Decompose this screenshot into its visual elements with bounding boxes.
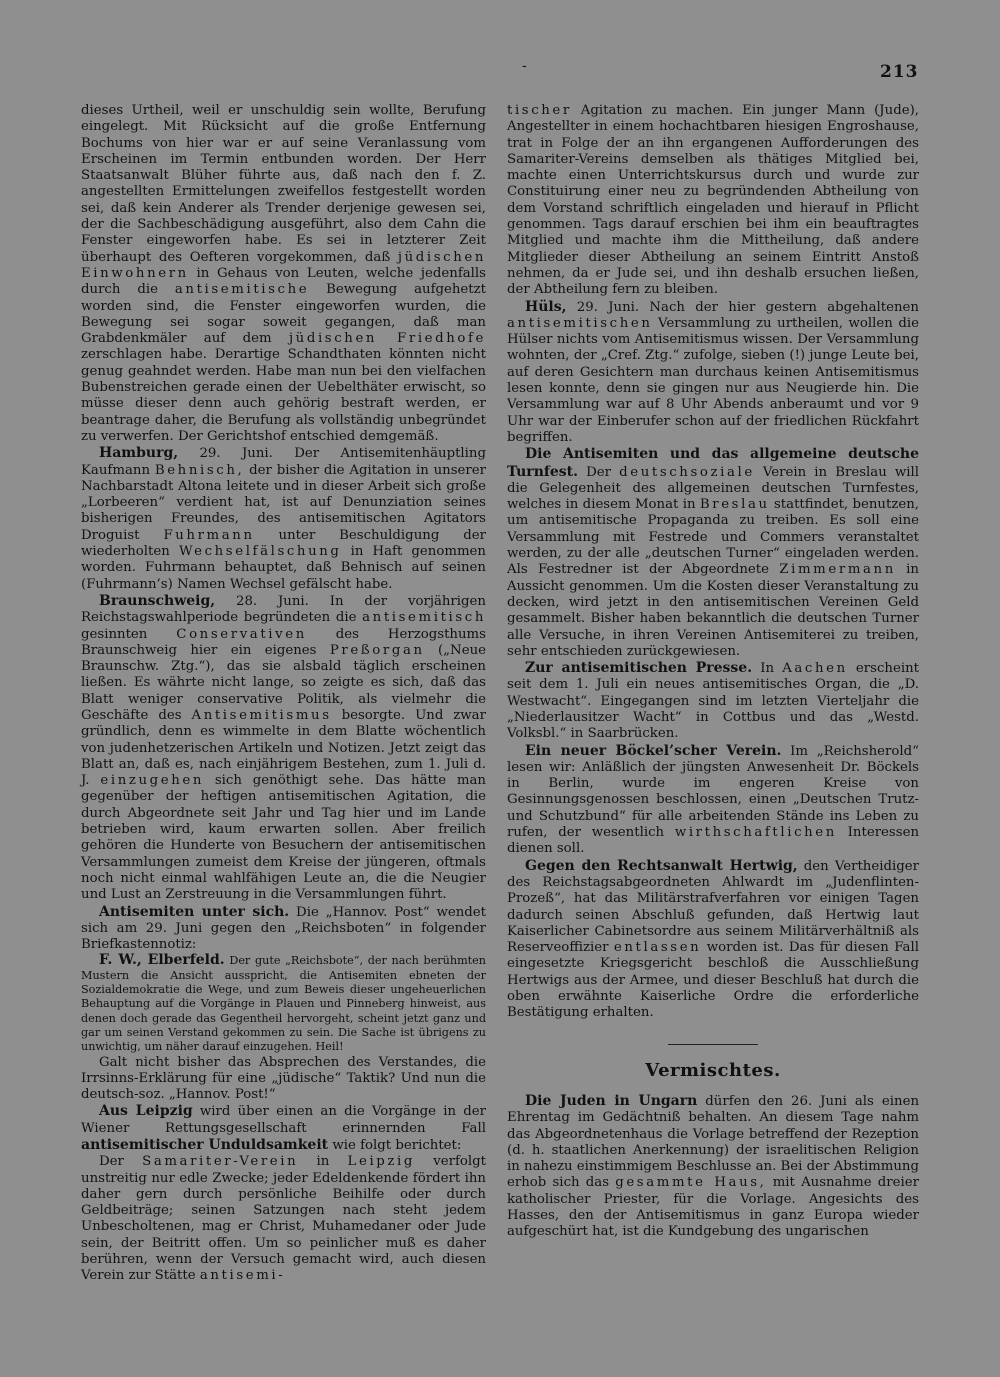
right-column	[507, 103, 919, 1241]
article-heading: Aus Leipzig	[99, 1103, 193, 1120]
page-number: 213	[880, 62, 919, 82]
left-column	[81, 103, 486, 1285]
section-divider	[668, 1044, 758, 1045]
article-heading: Zur antisemitischen Presse.	[525, 660, 753, 677]
paragraph: Hamburg, 29. Juni. Der Antisemitenhäuptling Kaufmann Behnisch, der bisher die Agitation in unserer Nachbarstadt Altona leitete und in dieser Arbeit sich große „Lorbeeren“ verdient hat, ist auf Denunziation seines bisherigen Freundes, des antisemitischen Agitators Droguist Fuhrmann unter Beschuldigung der wiederholten Wechselfälschung in Haft genommen worden. Fuhrmann behauptet, daß Behnisch auf seinen (Fuhrmann’s) Namen Wechsel gefälscht habe.	[81, 445, 487, 592]
article-heading: Antisemiten unter sich.	[99, 903, 290, 920]
paragraph: Zur antisemitischen Presse. In Aachen erscheint seit dem 1. Juli ein neues antisemitisches Organ, die „D. Westwacht“. Eingegangen sind im letzten Vierteljahr die „Niederlausitzer Wacht“ in Cottbus und das „Westd. Volksbl.“ in Saarbrücken.	[507, 660, 920, 742]
quoted-notice: F. W., Elberfeld. Der gute „Reichsbote“, der nach berühmten Mustern die Ansicht ausspricht, die Antisemiten ebneten der Sozialdemokratie die Wege, und zum Beweis dieser ungeheuerlichen Behauptung auf die Vorgänge in Plauen und Pinneberg hinweist, aus denen doch gerade das Gegentheil hervorgeht, scheint jetzt ganz und gar um seinen Verstand gekommen zu sein. Die Sache ist übrigens zu unwichtig, um näher darauf einzugehen. Heil!	[81, 952, 486, 1054]
article-heading: F. W., Elberfeld.	[99, 952, 225, 969]
paragraph: Braunschweig, 28. Juni. In der vorjährigen Reichstagswahlperiode begründeten die antisemitisch gesinnten Conservativen des Herzogsthums Braunschweig hier ein eigenes Preßorgan („Neue Braunschw. Ztg.“), das sie alsbald täglich erscheinen ließen. Es währte nicht lange, so zeigte es sich, daß das Blatt weniger conservative Politik, als vielmehr die Geschäfte des Antisemitismus besorgte. Und zwar gründlich, denn es wimmelte in dem Blatte wöchentlich von judenhetzerischen Artikeln und Notizen. Jetzt zeigt das Blatt an, daß es, nach einjährigem Bestehen, zum 1. Juli d. J. einzugehen sich genöthigt sehe. Das hätte man gegenüber der heftigen antisemitischen Agitation, die durch Abgeordnete seit Jahr und Tag hier und im Lande betrieben wird, kaum erwarten sollen. Aber freilich gehören die Hunderte von Besuchern der antisemitischen Versammlungen zumeist dem Kreise der jüngeren, oftmals noch nicht einmal wahlfähigen Leute an, die die Neugier und Lust an Zerstreuung in die Versammlungen führt.	[81, 592, 486, 903]
section-title: Vermischtes.	[645, 1059, 781, 1081]
paragraph: Aus Leipzig wird über einen an die Vorgänge in der Wiener Rettungsgesellschaft erinnernden Fall antisemitischer Unduldsamkeit wie folgt berichtet:	[81, 1103, 486, 1153]
paragraph: dieses Urtheil, weil er unschuldig sein wollte, Berufung eingelegt. Mit Rücksicht auf die große Entfernung Bochums von hier war er auf seine Veranlassung vom Erscheinen im Termin entbunden worden. Der Herr Staatsanwalt Blüher führte aus, daß nach den f. Z. angestellten Ermittelungen zweifellos festgestellt worden sei, daß kein Anderer als Trender derjenige gewesen sei, der die Sachbeschädigung ausgeführt, also dem Cahn die Fenster eingeworfen habe. Es sei in letzterer Zeit überhaupt des Oefteren vorgekommen, daß jüdischen Einwohnern in Gehaus von Leuten, welche jedenfalls durch die antisemitische Bewegung aufgehetzt worden sind, die Fenster eingeworfen wurden, die Bewegung sei sogar soweit gegangen, daß man Grabdenkmäler auf dem jüdischen Friedhofe zerschlagen habe. Derartige Schandthaten könnten nicht genug geahndet werden. Habe man nun bei den vielfachen Bubenstreichen gerade einen der Uebelthäter erwischt, so müsse dieser denn auch gehörig bestraft werden, er beantrage daher, die Berufung als vollständig unbegründet zu verwerfen. Der Gerichtshof entschied demgemäß.	[81, 103, 487, 444]
paragraph: Antisemiten unter sich. Die „Hannov. Post“ wendet sich am 29. Juni gegen den „Reichsboten“ in folgender Briefkastennotiz:	[81, 903, 486, 953]
paragraph: tischer Agitation zu machen. Ein junger Mann (Jude), Angestellter in einem hochachtbaren hiesigen Engroshause, trat in Folge der an ihn ergangenen Aufforderungen des Samariter-Vereins demselben als thätiges Mitglied bei, machte einen Unterrichtskursus durch und wurde zur Constituirung einer neu zu begründenden Abtheilung von dem Vorstand schriftlich eingeladen und hierauf in Pflicht genommen. Tags darauf erschien bei ihm ein beauftragtes Mitglied und machte ihm die Mittheilung, daß andere Mitglieder dieser Abtheilung an seinem Eintritt Anstoß nehmen, da er Jude sei, und ihn deshalb ersuchen ließen, der Abtheilung fern zu bleiben.	[507, 103, 919, 298]
paragraph: Gegen den Rechtsanwalt Hertwig, den Vertheidiger des Reichstagsabgeordneten Ahlwardt im „Judenflinten-Prozeß“, hat das Militärstrafverfahren vor einigen Tagen dadurch seinen Abschluß gefunden, daß Hertwig laut Kaiserlicher Cabinetsordre aus seinem Militärverhältniß als Reserveoffizier entlassen worden ist. Das für diesen Fall eingesetzte Kriegsgericht beschloß die Ausschließung Hertwigs aus der Armee, und dieser Beschluß hat durch die oben erwähnte Kaiserliche Ordre die erforderliche Bestätigung erhalten.	[507, 857, 919, 1021]
article-heading: Hüls,	[525, 298, 567, 315]
page-mark: -	[522, 58, 527, 74]
article-heading: Gegen den Rechtsanwalt Hertwig,	[525, 857, 798, 874]
paragraph: Der Samariter-Verein in Leipzig verfolgt unstreitig nur edle Zwecke; jeder Edeldenkende fördert ihn daher gern durch persönliche Beihilfe oder durch Geldbeiträge; seinen Satzungen nach steht jedem Unbescholtenen, mag er Christ, Muhamedaner oder Jude sein, der Beitritt offen. Um so peinlicher muß es daher berühren, wenn der Versuch gemacht wird, auch diesen Verein zur Stätte antisemi-	[81, 1154, 486, 1284]
article-heading: Hamburg,	[99, 445, 179, 462]
paragraph: Die Antisemiten und das allgemeine deutsche Turnfest. Der deutschsoziale Verein in Breslau will die Gelegenheit des allgemeinen deutschen Turnfestes, welches in diesem Monat in Breslau stattfindet, benutzen, um antisemitische Propaganda zu treiben. Es soll eine Versammlung mit Festrede und Commers veranstaltet werden, zu der alle „deutschen Turner“ eingeladen werden. Als Festredner ist der Abgeordnete Zimmermann in Aussicht genommen. Um die Kosten dieser Veranstaltung zu decken, wird jetzt in den antisemitischen Vereinen Geld gesammelt. Bisher haben bekanntlich die deutschen Turner alle Versuche, in ihren Vereinen Antisemiterei zu treiben, sehr entschieden zurückgewiesen.	[507, 446, 920, 659]
paragraph: Galt nicht bisher das Absprechen des Verstandes, die Irrsinns-Erklärung für eine „jüdische“ Taktik? Und nun die deutsch-soz. „Hannov. Post!“	[81, 1054, 486, 1103]
article-heading: Die Antisemiten und das allgemeine deutsche Turnfest.	[507, 446, 919, 480]
paragraph: Ein neuer Böckel’scher Verein. Im „Reichsherold“ lesen wir: Anläßlich der jüngsten Anwesenheit Dr. Böckels in Berlin, wurde im engeren Kreise von Gesinnungsgenossen beschlossen, einen „Deutschen Trutz- und Schutzbund“ für alle arbeitenden Stände ins Leben zu rufen, der wesentlich wirthschaftlichen Interessen dienen soll.	[507, 742, 920, 857]
article-heading: Braunschweig,	[99, 592, 216, 609]
article-heading: Die Juden in Ungarn	[525, 1092, 698, 1109]
article-heading: Ein neuer Böckel’scher Verein.	[525, 742, 782, 759]
paragraph: Die Juden in Ungarn dürfen den 26. Juni als einen Ehrentag im Gedächtniß behalten. An diesem Tage nahm das Abgeordnetenhaus die Vorlage betreffend der Rezeption (d. h. staatlichen Anerkennung) der israelitischen Religion in nahezu einstimmigem Beschlusse an. Bei der Abstimmung erhob sich das gesammte Haus, mit Ausnahme dreier katholischer Priester, für die Vorlage. Angesichts des Hasses, den der Antisemitismus in ganz Europa wieder aufgeschürt hat, ist die Kundgebung des ungarischen	[507, 1092, 920, 1240]
paragraph: Hüls, 29. Juni. Nach der hier gestern abgehaltenen antisemitischen Versammlung zu urtheilen, wollen die Hülser nichts vom Antisemitismus wissen. Der Versammlung wohnten, der „Cref. Ztg.“ zufolge, sieben (!) junge Leute bei, auf deren Gesichtern man durchaus keinen Antisemitismus lesen konnte, denn sie gingen nur aus Neugierde hin. Die Versammlung war auf 8 Uhr Abends anberaumt und vor 9 Uhr war der Einberufer schon auf der friedlichen Rückfahrt begriffen.	[507, 298, 919, 445]
